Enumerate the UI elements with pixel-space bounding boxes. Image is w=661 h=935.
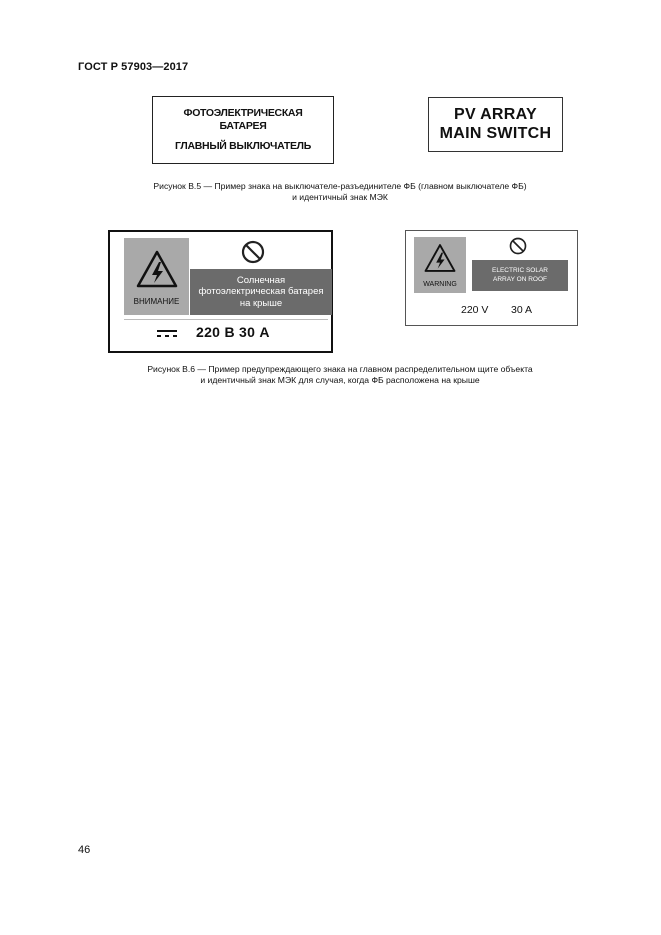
sign-en-line-2: MAIN SWITCH (439, 124, 552, 142)
message-line-3: на крыше (239, 297, 283, 309)
roof-message-box (190, 269, 332, 315)
divider (124, 319, 328, 320)
roof-message-box (472, 260, 568, 291)
pv-main-switch-sign-en (428, 97, 563, 152)
warning-panel (414, 237, 466, 293)
figure-b5-caption-line-1: Рисунок В.5 — Пример знака на выключателе-разъединителе ФБ (главном выключателе ФБ) (153, 181, 527, 191)
sign-ru-line-2: БАТАРЕЯ (219, 120, 267, 133)
document-standard-number: ГОСТ Р 57903—2017 (78, 61, 189, 73)
voltage-rating: 220 V (461, 304, 489, 316)
sign-en-line-1: PV ARRAY (453, 106, 538, 124)
dc-symbol-icon (156, 327, 178, 339)
figure-b6-caption (90, 364, 590, 386)
warning-label: ВНИМАНИЕ (133, 297, 180, 306)
prohibition-icon (509, 237, 527, 255)
page-number: 46 (78, 844, 91, 856)
current-rating: 30 A (511, 304, 533, 316)
pv-main-switch-sign-ru (152, 96, 334, 164)
sign-ru-line-1: ФОТОЭЛЕКТРИЧЕСКАЯ (183, 107, 303, 120)
figure-b5-caption (110, 181, 570, 203)
message-line-2: фотоэлектрическая батарея (198, 286, 324, 298)
message-line-1: ELECTRIC SOLAR (492, 267, 548, 275)
prohibition-icon (241, 240, 265, 264)
sign-ru-line-3: ГЛАВНЫЙ ВЫКЛЮЧАТЕЛЬ (175, 139, 311, 152)
figure-b5-caption-line-2: и идентичный знак МЭК (292, 192, 388, 203)
high-voltage-warning-icon (136, 250, 178, 288)
message-line-2: ARRAY ON ROOF (493, 275, 547, 283)
roof-pv-warning-sign-ru (108, 230, 333, 353)
roof-pv-warning-sign-en (405, 230, 578, 326)
warning-label: WARNING (423, 281, 457, 288)
message-line-1: Солнечная (236, 274, 286, 286)
figure-b6-caption-line-1: Рисунок В.6 — Пример предупреждающего знака на главном распределительном щите объекта (147, 364, 533, 374)
figure-b6-caption-line-2: и идентичный знак МЭК для случая, когда ФБ расположена на крыше (200, 375, 480, 386)
warning-panel (124, 238, 189, 315)
voltage-current-rating: 220 В 30 А (196, 324, 270, 340)
high-voltage-warning-icon (424, 243, 456, 273)
